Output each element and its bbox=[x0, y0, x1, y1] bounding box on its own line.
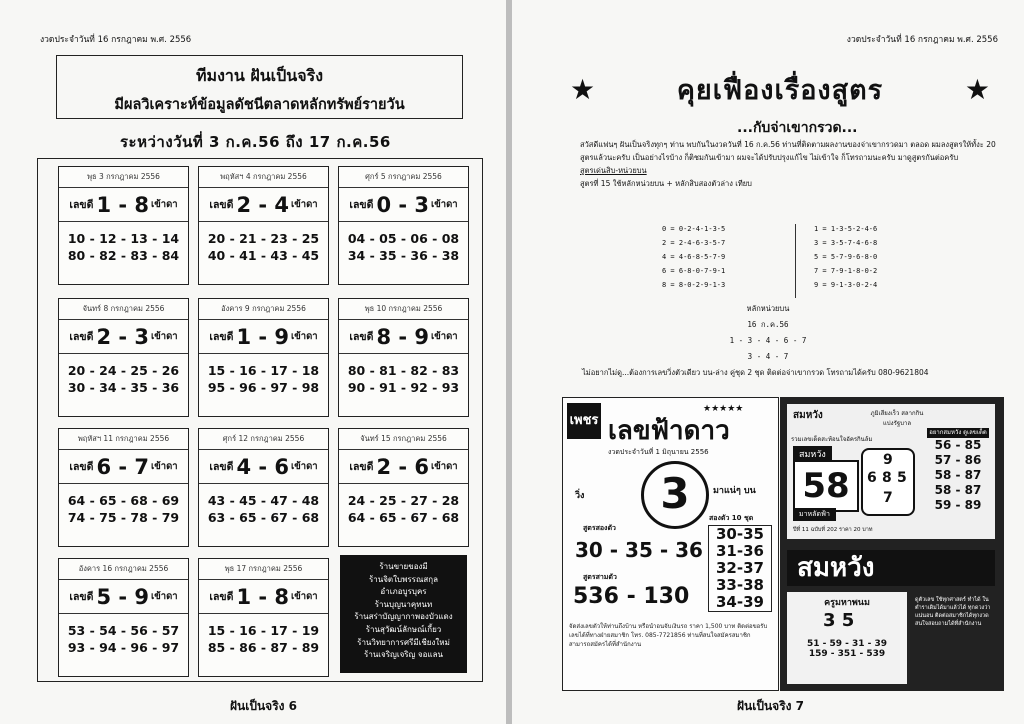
key-suffix: เข้าดา bbox=[431, 461, 458, 472]
card-row1: 64 - 65 - 68 - 69 bbox=[67, 493, 180, 508]
ad1-top-label: มาแน่ๆ บน bbox=[713, 486, 756, 496]
key-suffix: เข้าดา bbox=[291, 199, 318, 210]
grid-digit: 7 bbox=[883, 490, 893, 506]
key-digits: 6 - 7 bbox=[96, 454, 149, 479]
ad2-digit-grid bbox=[861, 448, 915, 516]
ad1-two-value: 30 - 35 - 36 bbox=[575, 538, 703, 562]
card-row1: 53 - 54 - 56 - 57 bbox=[67, 623, 180, 638]
ad1-two-label: สูตรสองตัว bbox=[583, 524, 616, 532]
ad2-hero-number: 58 bbox=[793, 460, 859, 512]
ad1-pairs-label: สองตัว 10 ชุด bbox=[709, 514, 754, 522]
card-date: พุธ 3 กรกฎาคม 2556 bbox=[59, 167, 188, 188]
card-row1: 20 - 21 - 23 - 25 bbox=[207, 231, 320, 246]
card-key bbox=[199, 580, 328, 614]
card-row2: 74 - 75 - 78 - 79 bbox=[67, 510, 180, 525]
formula-row: 7 = 7-9-1-8-0-2 bbox=[814, 267, 878, 275]
ad1-draw-date: งวดประจำวันที่ 1 มิถุนายน 2556 bbox=[608, 448, 709, 456]
key-digits: 4 - 6 bbox=[236, 454, 289, 479]
key-suffix: เข้าดา bbox=[431, 199, 458, 210]
star-icon: ★ bbox=[964, 73, 990, 106]
ad1-plays-label: วิ่ง bbox=[575, 491, 585, 501]
grid-digit: 9 bbox=[883, 452, 893, 468]
day-card bbox=[198, 558, 329, 677]
ad1-pairs-list bbox=[708, 525, 772, 612]
ad2-subname: มาหลัดฟ้า bbox=[793, 508, 836, 521]
day-card bbox=[58, 428, 189, 547]
card-row1: 43 - 45 - 47 - 48 bbox=[207, 493, 320, 508]
stockist-line: อำเภอบูรบุคร bbox=[380, 587, 427, 597]
grid-digit: 8 bbox=[882, 470, 892, 486]
key-suffix: เข้าดา bbox=[151, 331, 178, 342]
right-page bbox=[512, 0, 1024, 724]
day-card bbox=[338, 166, 469, 285]
grid-digit: 6 bbox=[867, 470, 877, 486]
card-date: อังคาร 9 กรกฎาคม 2556 bbox=[199, 299, 328, 320]
card-key bbox=[199, 188, 328, 222]
card-key bbox=[339, 188, 468, 222]
card-key bbox=[59, 188, 188, 222]
stockist-ad bbox=[340, 555, 467, 673]
formula-row: 0 = 0-2-4-1-3-5 bbox=[662, 225, 726, 233]
star-icon: ★ bbox=[570, 73, 596, 106]
card-row2: 34 - 35 - 36 - 38 bbox=[347, 248, 460, 263]
day-card bbox=[338, 298, 469, 417]
units-row1: 1 - 3 - 4 - 6 - 7 bbox=[729, 336, 807, 345]
card-key bbox=[339, 320, 468, 354]
ad2-bottom-number: 3 5 bbox=[823, 610, 855, 631]
card-row1: 10 - 12 - 13 - 14 bbox=[67, 231, 180, 246]
card-row2: 40 - 41 - 43 - 45 bbox=[207, 248, 320, 263]
left-page-footer: ฝันเป็นจริง 6 bbox=[230, 699, 298, 713]
card-date: ศุกร์ 5 กรกฎาคม 2556 bbox=[339, 167, 468, 188]
key-label: เลขดี bbox=[69, 461, 94, 473]
card-row1: 15 - 16 - 17 - 18 bbox=[207, 363, 320, 378]
ad1-brand: เพชร bbox=[567, 403, 601, 439]
card-row1: 80 - 81 - 82 - 83 bbox=[347, 363, 460, 378]
column-subtitle: ...กับจ่าเขากรวด... bbox=[737, 120, 858, 136]
pair-item: 30-35 bbox=[716, 525, 764, 543]
column-title bbox=[570, 68, 990, 111]
key-label: เลขดี bbox=[209, 331, 234, 343]
formula-description: สูตรที่ 15 ใช้หลักหน่วยบน + หลักสิบสองตัวล่าง เทียบ bbox=[580, 179, 752, 188]
key-suffix: เข้าดา bbox=[291, 461, 318, 472]
key-digits: 5 - 9 bbox=[96, 584, 149, 609]
key-digits: 8 - 9 bbox=[376, 324, 429, 349]
card-key bbox=[59, 580, 188, 614]
key-label: เลขดี bbox=[69, 199, 94, 211]
ad2-bottom-header: ครูมหาพนม bbox=[824, 598, 870, 608]
ad1-stars: ★★★★★ bbox=[703, 404, 744, 414]
key-label: เลขดี bbox=[349, 199, 374, 211]
units-label: หลักหน่วยบน bbox=[746, 304, 790, 313]
formula-row: 1 = 1-3-5-2-4-6 bbox=[814, 225, 878, 233]
day-card bbox=[58, 558, 189, 677]
formula-table bbox=[662, 222, 922, 292]
key-label: เลขดี bbox=[349, 331, 374, 343]
stockist-line: ร้านสุวัฒน์ลักษณ์เกี้ยว bbox=[365, 624, 442, 634]
stockist-line: ร้านบุญนาคุทนท bbox=[374, 599, 433, 609]
key-digits: 0 - 3 bbox=[376, 192, 429, 217]
pair-item: 34-39 bbox=[716, 593, 764, 611]
lek-fah-dao-ad bbox=[562, 397, 779, 691]
ad2-side-text: ดูตัวเลข ใช้ทุกศาสตร์ ทำได้ ในตำราเดิมได้มาแล้วได้ ทุกดวงว่าแน่นอน ติดต่อสมาชิกได้ทุกงวด สนใจสอบถามได้ที่สำนักงาน bbox=[915, 597, 991, 627]
key-digits: 2 - 6 bbox=[376, 454, 429, 479]
list-item: 58 - 87 bbox=[934, 468, 982, 482]
key-suffix: เข้าดา bbox=[151, 461, 178, 472]
card-date: ศุกร์ 12 กรกฎาคม 2556 bbox=[199, 429, 328, 450]
date-range: ระหว่างวันที่ 3 ก.ค.56 ถึง 17 ก.ค.56 bbox=[120, 133, 391, 151]
left-page-header: งวดประจำวันที่ 16 กรกฎาคม พ.ศ. 2556 bbox=[40, 35, 192, 45]
card-date: พุธ 10 กรกฎาคม 2556 bbox=[339, 299, 468, 320]
key-digits: 2 - 4 bbox=[236, 192, 289, 217]
formula-row: 9 = 9-1-3-0-2-4 bbox=[814, 281, 878, 289]
day-card bbox=[198, 166, 329, 285]
key-digits: 1 - 8 bbox=[96, 192, 149, 217]
right-page-header: งวดประจำวันที่ 16 กรกฎาคม พ.ศ. 2556 bbox=[846, 35, 998, 45]
formula-row: 2 = 2-4-6-3-5-7 bbox=[662, 239, 726, 247]
stockist-line: ร้านสร่าบัญญากาพองบัวแดง bbox=[354, 612, 453, 622]
card-date: พุธ 17 กรกฎาคม 2556 bbox=[199, 559, 328, 580]
list-item: 59 - 89 bbox=[934, 498, 982, 512]
ad2-tag: ภูมิเสียงเร็ว สลากกินแบ่งรัฐบาล bbox=[870, 410, 924, 427]
ad2-panel bbox=[787, 404, 995, 539]
ad2-list-header: อยากสมหวัง ดูเลขเด็ด bbox=[927, 428, 989, 438]
ad2-big-name: สมหวัง bbox=[787, 550, 995, 586]
units-date: 16 ก.ค.56 bbox=[747, 320, 789, 329]
right-page-footer: ฝันเป็นจริง 7 bbox=[737, 699, 805, 713]
key-label: เลขดี bbox=[69, 331, 94, 343]
key-label: เลขดี bbox=[209, 461, 234, 473]
card-date: พฤหัสฯ 4 กรกฎาคม 2556 bbox=[199, 167, 328, 188]
card-row2: 93 - 94 - 96 - 97 bbox=[67, 640, 180, 655]
formula-row: 3 = 3-5-7-4-6-8 bbox=[814, 239, 878, 247]
day-card bbox=[58, 166, 189, 285]
key-suffix: เข้าดา bbox=[151, 199, 178, 210]
ad2-logo: สมหวัง bbox=[793, 410, 823, 421]
ad2-left-name: สมหวัง bbox=[793, 446, 832, 462]
card-row2: 30 - 34 - 35 - 36 bbox=[67, 380, 180, 395]
card-date: จันทร์ 15 กรกฎาคม 2556 bbox=[339, 429, 468, 450]
ad1-main-digit: 3 bbox=[641, 461, 709, 529]
ad1-name: เลขฟ้าดาว bbox=[608, 416, 730, 446]
key-label: เลขดี bbox=[209, 199, 234, 211]
key-digits: 1 - 8 bbox=[236, 584, 289, 609]
units-row2: 3 - 4 - 7 bbox=[747, 352, 789, 361]
formula-row: 8 = 8-0-2-9-1-3 bbox=[662, 281, 726, 289]
ad2-bottom-box bbox=[787, 592, 907, 684]
list-item: 57 - 86 bbox=[934, 453, 982, 467]
key-label: เลขดี bbox=[69, 591, 94, 603]
contact-line: ไม่อยากไม่ดู...ต้องการเลขวิ่งตัวเดียว บน-ล่าง คู่ชุด 2 ชุด ติดต่อจ่าเขากรวด โทรถามได้ครับ 080-9621804 bbox=[582, 368, 929, 377]
ad2-bottom-line1: 51 - 59 - 31 - 39 bbox=[806, 639, 888, 649]
key-label: เลขดี bbox=[209, 591, 234, 603]
stockist-line: ร้านเจริญเจริญ จอแลน bbox=[364, 650, 443, 660]
card-row2: 80 - 82 - 83 - 84 bbox=[67, 248, 180, 263]
card-key bbox=[59, 450, 188, 484]
left-title-box bbox=[56, 55, 463, 119]
formula-row: 6 = 6-8-0-7-9-1 bbox=[662, 267, 726, 275]
stockist-line: ร้านขายของมี bbox=[379, 562, 428, 571]
column-title-text: คุยเฟื่องเรื่องสูตร bbox=[676, 75, 884, 106]
formula-row: 4 = 4-6-8-5-7-9 bbox=[662, 253, 726, 261]
key-digits: 2 - 3 bbox=[96, 324, 149, 349]
card-row2: 95 - 96 - 97 - 98 bbox=[207, 380, 320, 395]
card-key bbox=[339, 450, 468, 484]
stockist-line: ร้านวิทยาการศรีมีเชียงใหม่ bbox=[357, 637, 450, 647]
card-row1: 24 - 25 - 27 - 28 bbox=[347, 493, 460, 508]
key-suffix: เข้าดา bbox=[291, 331, 318, 342]
ad1-three-label: สูตรสามตัว bbox=[583, 573, 617, 581]
key-suffix: เข้าดา bbox=[291, 591, 318, 602]
card-row2: 63 - 65 - 67 - 68 bbox=[207, 510, 320, 525]
ad1-three-value: 536 - 130 bbox=[573, 584, 690, 609]
card-key bbox=[199, 450, 328, 484]
day-card bbox=[58, 298, 189, 417]
key-digits: 1 - 9 bbox=[236, 324, 289, 349]
analysis-title: มีผลวิเคราะห์ข้อมูลดัชนีตลาดหลักทรัพย์รายวัน bbox=[114, 97, 405, 113]
list-item: 58 - 87 bbox=[934, 483, 982, 497]
card-date: พฤหัสฯ 11 กรกฎาคม 2556 bbox=[59, 429, 188, 450]
card-key bbox=[199, 320, 328, 354]
list-item: 56 - 85 bbox=[934, 438, 982, 452]
grid-digit: 5 bbox=[897, 470, 907, 486]
key-suffix: เข้าดา bbox=[431, 331, 458, 342]
ad2-strap: รวมเลขเด็ดสะท้อนใจอัครกินล้ม bbox=[791, 436, 873, 443]
formula-divider bbox=[795, 224, 796, 298]
pair-item: 31-36 bbox=[716, 542, 764, 560]
card-row1: 04 - 05 - 06 - 08 bbox=[347, 231, 460, 246]
pair-item: 32-37 bbox=[716, 559, 764, 577]
som-wang-ad bbox=[780, 397, 1004, 691]
card-row1: 20 - 24 - 25 - 26 bbox=[67, 363, 180, 378]
card-row1: 15 - 16 - 17 - 19 bbox=[207, 623, 320, 638]
card-row2: 85 - 86 - 87 - 89 bbox=[207, 640, 320, 655]
card-date: อังคาร 16 กรกฎาคม 2556 bbox=[59, 559, 188, 580]
formula-heading: สูตรเด่นสิบ-หน่วยบน bbox=[580, 166, 647, 175]
stockist-line: ร้านจิตใบพรรณสกุล bbox=[368, 574, 439, 584]
intro-text: สวัสดีแฟนๆ ฝันเป็นจริงทุกๆ ท่าน พบกันในงวดวันที่ 16 ก.ค.56 ท่านที่ติดตามผลงานของจ่าเขากรวดมา ตลอด ผมลงสูตรให้ทั้งะ 20 สูตรแล้วนะครับ เป็นอย่างไรบ้าง ก็ติชมกันเข้ามา ผมจะได้ปรับปรุงแก้ไข ไม่เข้าใจ ก็โทรถามนะครับ มาดูสูตรกันต่อครับ bbox=[580, 140, 996, 162]
day-card bbox=[198, 428, 329, 547]
key-label: เลขดี bbox=[349, 461, 374, 473]
intro-paragraph bbox=[580, 138, 1000, 190]
day-card bbox=[338, 428, 469, 547]
ad2-bottom-line2: 159 - 351 - 539 bbox=[808, 649, 886, 659]
formula-col-odd bbox=[814, 222, 877, 292]
team-title: ทีมงาน ฝันเป็นจริง bbox=[195, 66, 324, 85]
formula-row: 5 = 5-7-9-6-8-0 bbox=[814, 253, 878, 261]
key-suffix: เข้าดา bbox=[151, 591, 178, 602]
ad2-price: ปีที่ 11 ฉบับที่ 202 ราคา 20 บาท bbox=[793, 527, 873, 533]
pair-item: 33-38 bbox=[716, 576, 764, 594]
day-card bbox=[198, 298, 329, 417]
card-key bbox=[59, 320, 188, 354]
formula-col-even bbox=[662, 222, 725, 292]
ad2-number-list bbox=[927, 428, 989, 513]
card-row2: 90 - 91 - 92 - 93 bbox=[347, 380, 460, 395]
card-row2: 64 - 65 - 67 - 68 bbox=[347, 510, 460, 525]
card-date: จันทร์ 8 กรกฎาคม 2556 bbox=[59, 299, 188, 320]
left-page bbox=[0, 0, 506, 724]
ad1-fine-print: จัดส่งเลขตัวให้ท่านถึงบ้าน หรือนำอนจับเงินรถ ราคา 1,500 บาท ติดต่อขอรับเลขได้ที่ทางฝ่ายสมาชิก โทร. 085-7721856 ท่านที่สนใจสมัครสมาชิก สามารถสมัครได้ที่สำนักงาน bbox=[569, 623, 768, 648]
